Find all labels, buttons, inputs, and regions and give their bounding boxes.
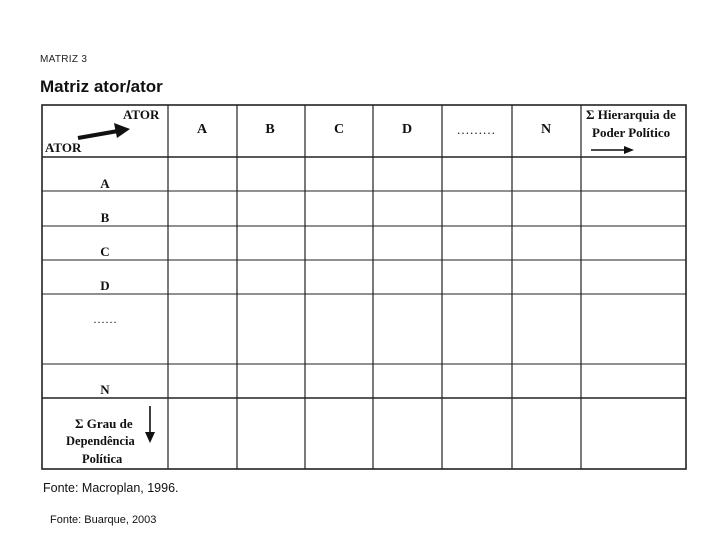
row-header-b: B bbox=[100, 210, 110, 225]
dependence-header-line1: Σ Grau de bbox=[75, 416, 133, 431]
row-header-a: A bbox=[100, 176, 110, 191]
right-arrow-icon bbox=[591, 146, 634, 154]
dependence-header-line3: Política bbox=[82, 452, 123, 466]
corner-arrow-icon bbox=[78, 123, 130, 138]
matrix-title: Matriz ator/ator bbox=[40, 77, 163, 96]
source-primary: Fonte: Macroplan, 1996. bbox=[43, 481, 179, 495]
column-header-a: A bbox=[196, 122, 208, 137]
column-header-n: N bbox=[540, 122, 552, 137]
source-secondary: Fonte: Buarque, 2003 bbox=[50, 514, 157, 526]
column-header-ellipsis: ……… bbox=[456, 122, 496, 137]
corner-top-label: ATOR bbox=[123, 107, 160, 122]
row-header-c: C bbox=[100, 244, 110, 259]
down-arrow-icon bbox=[145, 406, 155, 443]
hierarchy-header-line2: Poder Político bbox=[592, 125, 671, 140]
hierarchy-header-line1: Σ Hierarquia de bbox=[586, 107, 676, 122]
row-header-n: N bbox=[100, 382, 110, 397]
row-header-d: D bbox=[100, 278, 110, 293]
column-header-d: D bbox=[401, 122, 413, 137]
row-header-ellipsis: …… bbox=[93, 312, 117, 326]
dependence-header-line2: Dependência bbox=[66, 434, 135, 448]
matrix-number-label: MATRIZ 3 bbox=[40, 54, 88, 65]
column-header-c: C bbox=[333, 122, 345, 137]
column-header-b: B bbox=[265, 122, 275, 137]
corner-left-label: ATOR bbox=[45, 140, 82, 155]
